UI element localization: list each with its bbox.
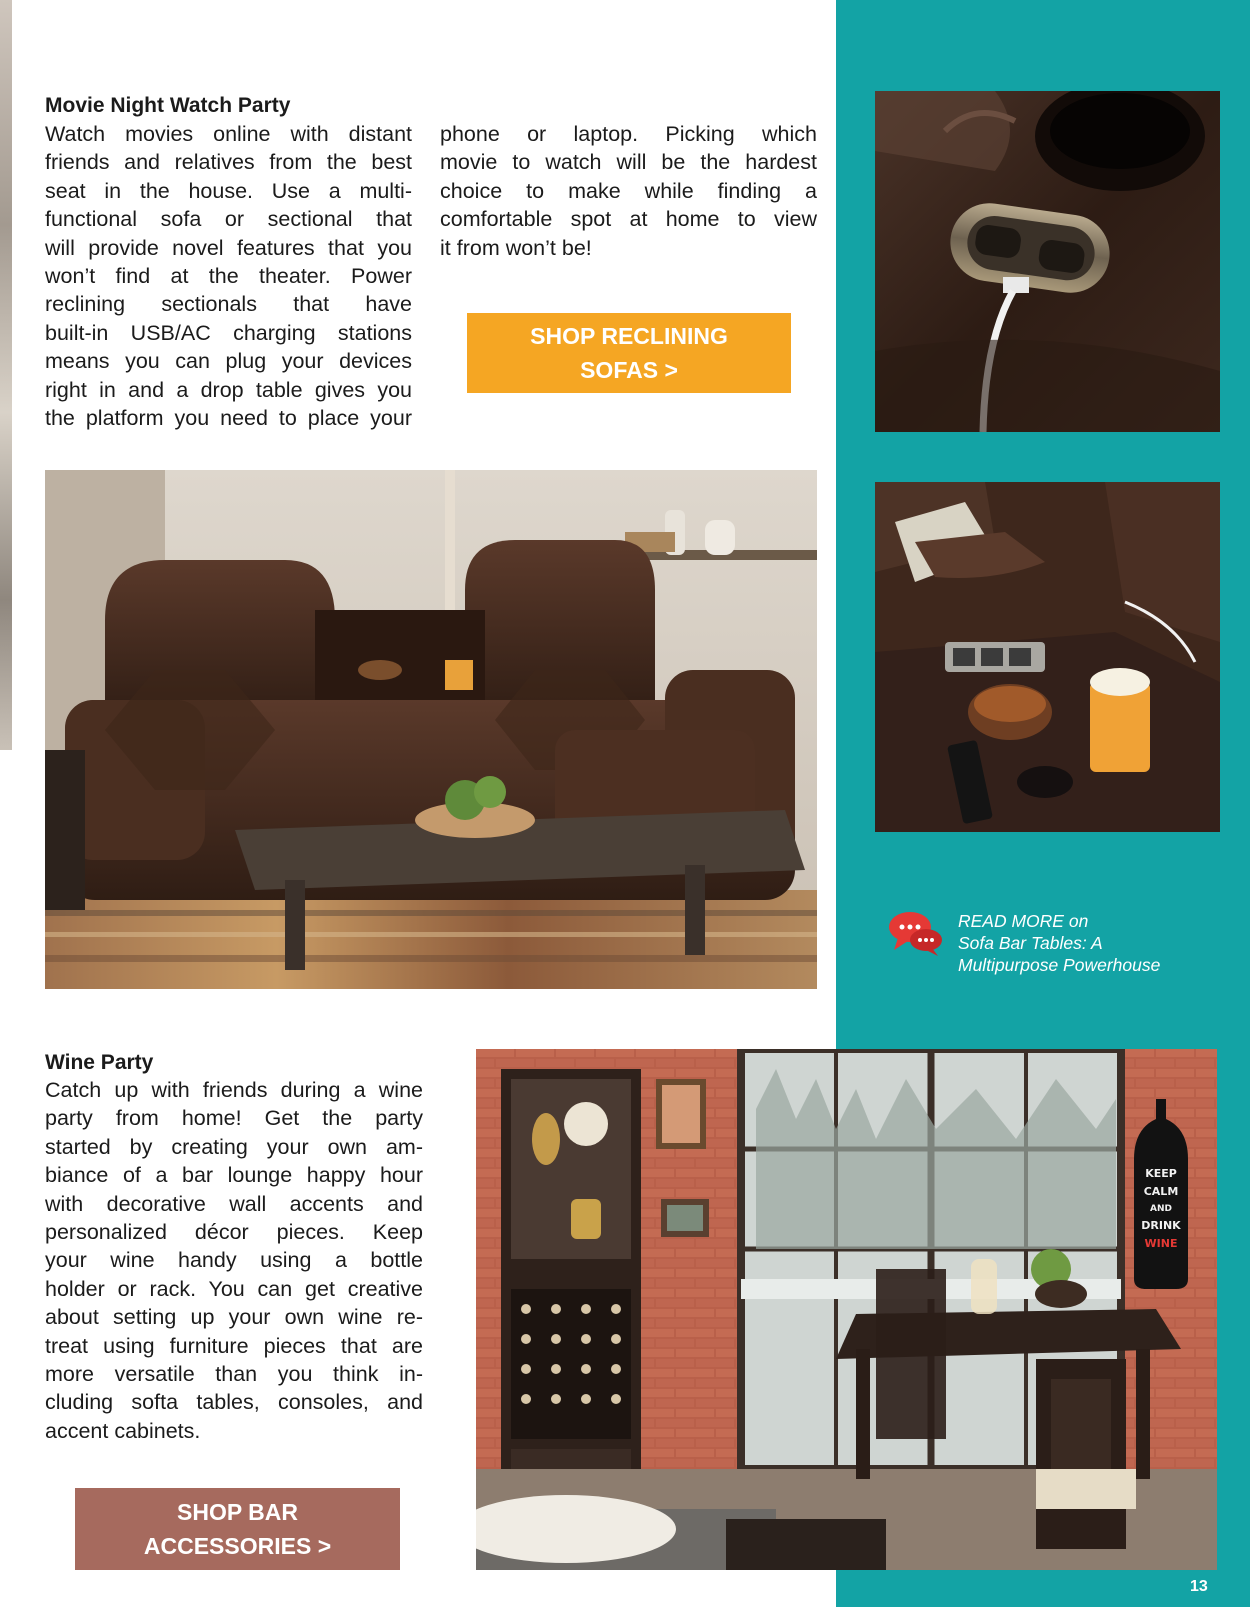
drop-table-closeup-photo [875,482,1220,832]
text-line: will provide novel features that you [45,235,412,260]
wine-sign-text: WINE [1144,1237,1178,1250]
chat-bubbles-icon [888,910,944,958]
adjacent-page-edge [0,0,12,750]
text-line: cluding softa tables, consoles, and [45,1390,423,1415]
text-line: means you can plug your devices [45,349,412,374]
text-line: Catch up with friends during a wine [45,1078,423,1102]
text-line: personalized décor pieces. Keep [45,1219,423,1244]
text-line: phone or laptop. Picking which [440,122,817,146]
button-label-line: SOFAS > [580,357,678,383]
shop-reclining-sofas-button[interactable] [467,313,791,393]
wine-sign-text: KEEP [1145,1167,1177,1180]
usb-charging-port-photo [875,91,1220,432]
text-line: comfortable spot at home to view [440,207,817,232]
text-line: right in and a drop table gives you [45,377,412,402]
text-line: holder or rack. You can get creative [45,1276,423,1301]
shop-bar-accessories-button[interactable] [75,1488,400,1570]
text-line: built-in USB/AC charging stations [45,320,412,345]
text-line: party from home! Get the party [45,1106,423,1131]
read-more-line: Multipurpose Powerhouse [958,955,1161,975]
wine-sign-text: DRINK [1141,1219,1181,1232]
text-line: biance of a bar lounge happy hour [45,1163,423,1188]
text-line: your wine handy using a bottle [45,1248,423,1273]
page-number: 13 [1190,1578,1208,1595]
text-line: won’t find at the theater. Power [45,263,412,288]
read-more-line: Sofa Bar Tables: A [958,933,1103,953]
text-line: reclining sectionals that have [45,292,412,317]
text-line: it from won’t be! [440,235,592,260]
text-line: started by creating your own am- [45,1134,423,1159]
movie-night-heading: Movie Night Watch Party [45,94,291,117]
button-label-line: SHOP RECLINING [530,323,728,349]
text-line: seat in the house. Use a multi- [45,178,412,203]
text-line: the platform you need to place your [45,405,412,430]
text-line: movie to watch will be the hardest [440,150,817,175]
wine-cabinet-dining-room-photo [476,1049,1217,1570]
wine-sign-text: AND [1150,1204,1172,1214]
text-line: with decorative wall accents and [45,1191,423,1216]
button-label-line: SHOP BAR [177,1499,298,1525]
text-line: friends and relatives from the best [45,150,412,175]
wine-party-paragraph [45,1076,423,1445]
movie-night-column-2 [440,120,817,262]
text-line: accent cabinets. [45,1418,201,1443]
text-line: choice to make while finding a [440,178,817,203]
button-label-line: ACCESSORIES > [143,1533,332,1559]
wine-party-heading: Wine Party [45,1051,154,1074]
read-more-line: READ MORE on [958,911,1089,931]
read-more-link[interactable] [958,910,1160,976]
text-line: more versatile than you think in- [45,1361,423,1386]
text-line: Watch movies online with distant [45,122,412,146]
text-line: functional sofa or sectional that [45,207,412,232]
text-line: about setting up your own wine re- [45,1305,423,1330]
wine-sign-text: CALM [1143,1185,1179,1198]
movie-night-column-1 [45,120,412,432]
text-line: treat using furniture pieces that are [45,1333,423,1358]
reclining-sofa-living-room-photo [45,470,817,989]
